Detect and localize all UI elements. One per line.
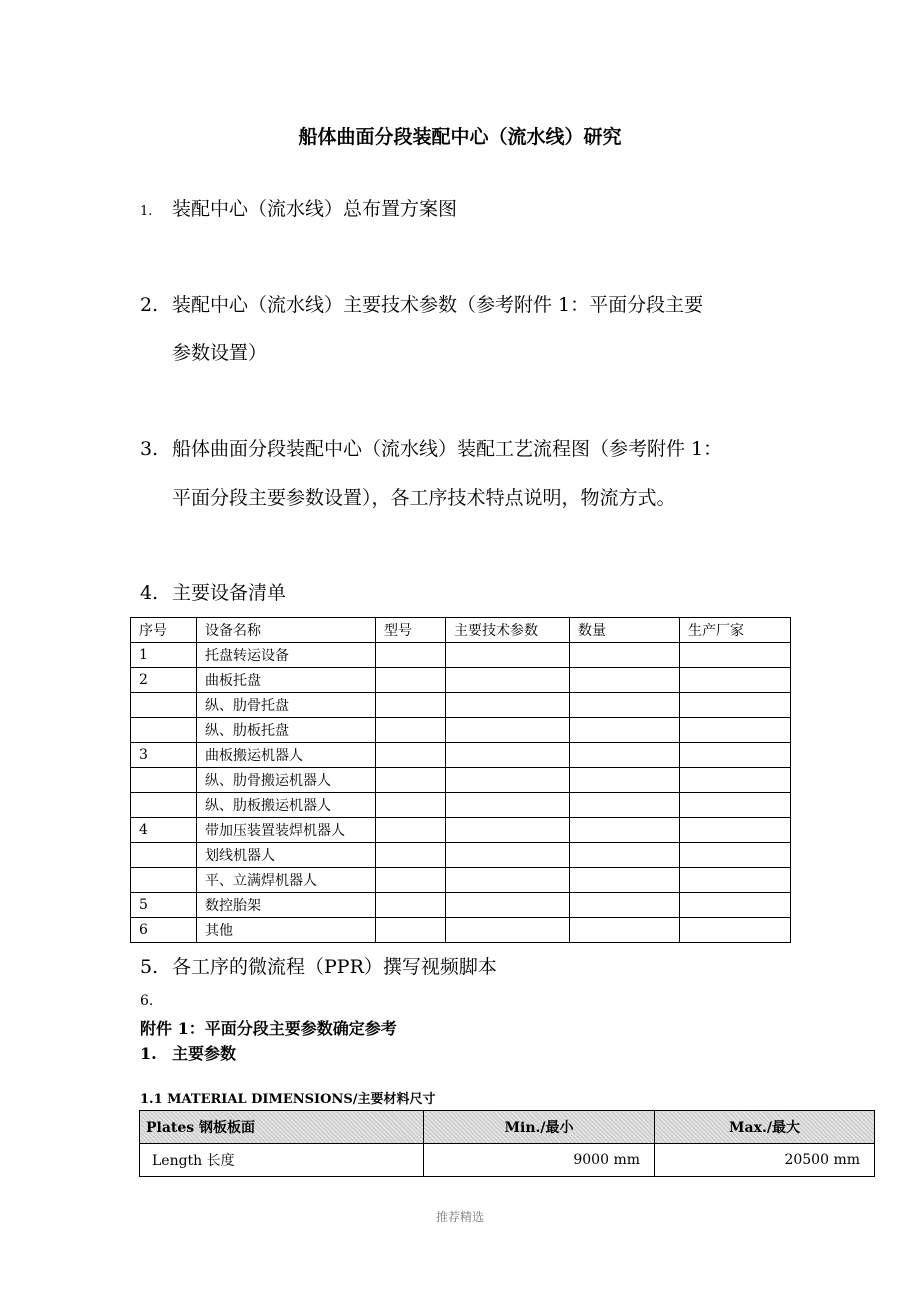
equipment-name: 划线机器人 xyxy=(197,843,376,868)
empty-cell xyxy=(680,693,791,718)
empty-cell xyxy=(680,843,791,868)
row-number: 4 xyxy=(131,818,197,843)
empty-cell xyxy=(680,643,791,668)
table-row xyxy=(131,743,791,768)
subsection-title: 1.1 MATERIAL DIMENSIONS/主要材料尺寸 xyxy=(140,1092,436,1107)
empty-cell xyxy=(680,893,791,918)
empty-cell xyxy=(376,868,446,893)
empty-cell xyxy=(446,843,570,868)
dimensions-header xyxy=(140,1111,875,1144)
table-row xyxy=(131,918,791,943)
row-number xyxy=(131,768,197,793)
equipment-name: 其他 xyxy=(197,918,376,943)
max-value: 20500 mm xyxy=(655,1144,875,1177)
empty-cell xyxy=(446,643,570,668)
section-2 xyxy=(140,293,703,317)
empty-cell xyxy=(446,668,570,693)
section-3-line2: 平面分段主要参数设置），各工序技术特点说明，物流方式。 xyxy=(172,487,676,509)
empty-cell xyxy=(570,868,680,893)
equipment-name: 平、立满焊机器人 xyxy=(197,868,376,893)
page-title: 船体曲面分段装配中心（流水线）研究 xyxy=(298,126,622,148)
empty-cell xyxy=(446,718,570,743)
section-4 xyxy=(140,581,286,605)
section-5-number: 5. xyxy=(140,956,159,978)
attachment-title: 附件 1：平面分段主要参数确定参考 xyxy=(140,1019,397,1038)
empty-cell xyxy=(376,918,446,943)
table-row xyxy=(131,668,791,693)
header-cell: 生产厂家 xyxy=(680,618,791,643)
footer-text: 推荐精选 xyxy=(435,1210,484,1224)
empty-cell xyxy=(570,643,680,668)
empty-cell xyxy=(446,693,570,718)
section-3-number: 3. xyxy=(140,438,159,460)
empty-cell xyxy=(376,743,446,768)
table-row xyxy=(131,893,791,918)
empty-cell xyxy=(446,793,570,818)
attachment-item-number: 1. xyxy=(140,1044,157,1063)
table-row xyxy=(140,1144,875,1177)
equipment-table-header xyxy=(131,618,791,643)
empty-cell xyxy=(376,643,446,668)
empty-cell xyxy=(680,918,791,943)
empty-cell xyxy=(570,793,680,818)
section-2-line1: 装配中心（流水线）主要技术参数（参考附件 1：平面分段主要 xyxy=(172,294,704,316)
empty-cell xyxy=(446,893,570,918)
empty-cell xyxy=(570,918,680,943)
section-1-text: 装配中心（流水线）总布置方案图 xyxy=(172,198,458,220)
empty-cell xyxy=(680,668,791,693)
dimensions-table xyxy=(139,1110,875,1177)
empty-cell xyxy=(680,743,791,768)
header-cell: 主要技术参数 xyxy=(446,618,570,643)
empty-cell xyxy=(680,768,791,793)
header-cell: 设备名称 xyxy=(197,618,376,643)
empty-cell xyxy=(376,843,446,868)
section-3 xyxy=(140,437,722,461)
equipment-name: 纵、肋骨托盘 xyxy=(197,693,376,718)
table-row xyxy=(131,818,791,843)
section-4-text: 主要设备清单 xyxy=(172,582,287,604)
empty-cell xyxy=(570,668,680,693)
equipment-name: 曲板托盘 xyxy=(197,668,376,693)
table-row xyxy=(131,843,791,868)
empty-cell xyxy=(570,818,680,843)
row-number xyxy=(131,718,197,743)
empty-cell xyxy=(446,868,570,893)
row-number: 2 xyxy=(131,668,197,693)
row-number xyxy=(131,868,197,893)
empty-cell xyxy=(680,818,791,843)
empty-cell xyxy=(376,668,446,693)
empty-cell xyxy=(376,818,446,843)
empty-cell xyxy=(570,743,680,768)
row-number xyxy=(131,693,197,718)
section-5-text: 各工序的微流程（PPR）撰写视频脚本 xyxy=(172,956,497,978)
empty-cell xyxy=(680,868,791,893)
section-6-number: 6. xyxy=(140,993,154,1009)
empty-cell xyxy=(376,793,446,818)
equipment-name: 托盘转运设备 xyxy=(197,643,376,668)
equipment-name: 曲板搬运机器人 xyxy=(197,743,376,768)
row-number xyxy=(131,843,197,868)
empty-cell xyxy=(446,818,570,843)
empty-cell xyxy=(570,693,680,718)
table-row xyxy=(131,793,791,818)
row-number: 5 xyxy=(131,893,197,918)
equipment-name: 带加压装置装焊机器人 xyxy=(197,818,376,843)
section-2-number: 2. xyxy=(140,294,159,316)
row-number: 6 xyxy=(131,918,197,943)
empty-cell xyxy=(376,693,446,718)
header-cell: Plates 钢板板面 xyxy=(140,1111,424,1144)
equipment-table xyxy=(130,617,791,943)
empty-cell xyxy=(446,918,570,943)
row-number xyxy=(131,793,197,818)
empty-cell xyxy=(446,768,570,793)
empty-cell xyxy=(680,718,791,743)
row-number: 3 xyxy=(131,743,197,768)
min-value: 9000 mm xyxy=(424,1144,655,1177)
empty-cell xyxy=(570,893,680,918)
dimension-label: Length 长度 xyxy=(140,1144,424,1177)
empty-cell xyxy=(376,768,446,793)
equipment-name: 纵、肋板搬运机器人 xyxy=(197,793,376,818)
empty-cell xyxy=(680,793,791,818)
equipment-name: 数控胎架 xyxy=(197,893,376,918)
empty-cell xyxy=(446,743,570,768)
attachment-item xyxy=(140,1041,236,1064)
section-1 xyxy=(140,197,457,224)
section-4-number: 4. xyxy=(140,582,159,604)
equipment-name: 纵、肋板托盘 xyxy=(197,718,376,743)
empty-cell xyxy=(570,768,680,793)
empty-cell xyxy=(376,718,446,743)
table-row xyxy=(131,868,791,893)
header-cell: 型号 xyxy=(376,618,446,643)
section-1-number: 1. xyxy=(140,204,153,219)
section-5 xyxy=(140,955,497,979)
section-3-line1: 船体曲面分段装配中心（流水线）装配工艺流程图（参考附件 1： xyxy=(172,438,723,460)
table-row xyxy=(131,718,791,743)
header-cell: Min./最小 xyxy=(424,1111,655,1144)
empty-cell xyxy=(570,843,680,868)
table-row xyxy=(131,768,791,793)
empty-cell xyxy=(376,893,446,918)
attachment-item-text: 主要参数 xyxy=(172,1044,237,1063)
row-number: 1 xyxy=(131,643,197,668)
header-cell: 序号 xyxy=(131,618,197,643)
section-2-line2: 参数设置） xyxy=(172,342,268,364)
equipment-name: 纵、肋骨搬运机器人 xyxy=(197,768,376,793)
header-cell: 数量 xyxy=(570,618,680,643)
empty-cell xyxy=(570,718,680,743)
table-row xyxy=(131,693,791,718)
table-row xyxy=(131,643,791,668)
header-cell: Max./最大 xyxy=(655,1111,875,1144)
